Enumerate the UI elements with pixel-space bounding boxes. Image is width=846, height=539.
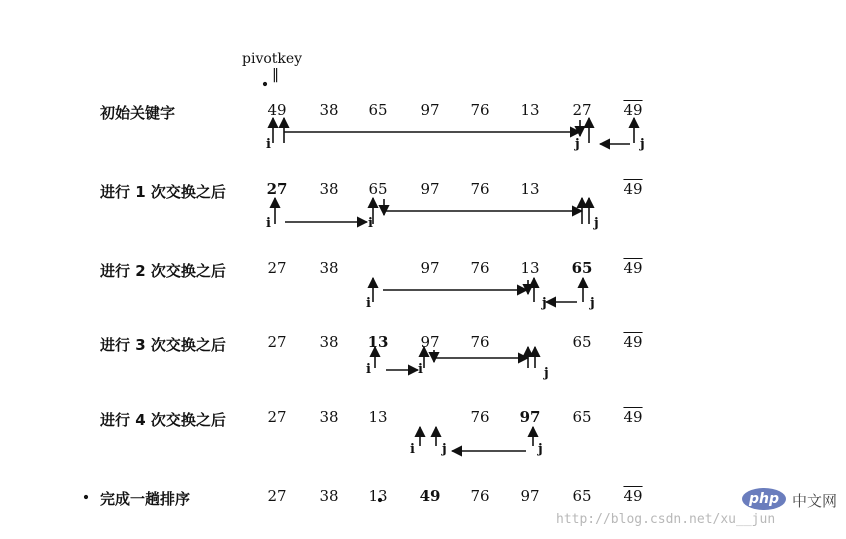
pointer-i: i <box>368 216 373 231</box>
key-value: 27 <box>266 180 288 198</box>
pointer-i: i <box>418 362 423 377</box>
key-value: 76 <box>470 180 490 198</box>
key-value: 65 <box>368 101 388 119</box>
pointer-j: j <box>542 296 547 311</box>
pointer-j: j <box>590 296 595 311</box>
key-value: 27 <box>572 101 592 119</box>
key-value: 76 <box>470 101 490 119</box>
key-value: 27 <box>267 487 287 505</box>
row-label: 完成一趟排序 <box>100 490 191 508</box>
key-value: 49 <box>623 487 643 505</box>
watermark-url: http://blog.csdn.net/xu__jun <box>556 512 776 527</box>
pointer-j: j <box>442 442 447 457</box>
key-value: 97 <box>520 487 540 505</box>
php-logo-badge: php <box>742 488 786 510</box>
key-value: 38 <box>319 101 339 119</box>
key-value: 13 <box>520 259 540 277</box>
key-value: 76 <box>470 259 490 277</box>
pointer-j: j <box>538 442 543 457</box>
key-value: 97 <box>420 180 440 198</box>
pointer-j: j <box>575 137 580 152</box>
key-value: 49 <box>623 333 643 351</box>
key-value: 65 <box>572 487 592 505</box>
key-value: 27 <box>267 408 287 426</box>
key-value: 76 <box>470 408 490 426</box>
key-value: 49 <box>267 101 287 119</box>
row-label: 进行 2 次交换之后 <box>100 262 226 280</box>
key-value: 13 <box>368 487 388 505</box>
key-value: 49 <box>623 408 643 426</box>
key-value: 97 <box>420 259 440 277</box>
scan-speck <box>85 496 88 499</box>
key-value: 76 <box>470 487 490 505</box>
key-value: 38 <box>319 333 339 351</box>
pointer-i: i <box>410 442 415 457</box>
key-value: 97 <box>519 408 541 426</box>
key-value: 49 <box>623 259 643 277</box>
pointer-arrows <box>85 83 634 502</box>
key-value: 38 <box>319 487 339 505</box>
key-value: 65 <box>571 259 593 277</box>
pointer-i: i <box>266 137 271 152</box>
row-label: 进行 1 次交换之后 <box>100 183 226 201</box>
key-value: 13 <box>367 333 389 351</box>
key-value: 65 <box>368 180 388 198</box>
key-value: 49 <box>419 487 441 505</box>
row-label: 进行 3 次交换之后 <box>100 336 226 354</box>
key-value: 49 <box>623 180 643 198</box>
key-value: 76 <box>470 333 490 351</box>
pointer-j: j <box>544 366 549 381</box>
key-value: 65 <box>572 333 592 351</box>
pointer-i: i <box>366 362 371 377</box>
key-value: 13 <box>368 408 388 426</box>
key-value: 97 <box>420 333 440 351</box>
php-site-text: 中文网 <box>792 492 838 510</box>
key-value: 27 <box>267 259 287 277</box>
pointer-j: j <box>640 137 645 152</box>
key-value: 38 <box>319 180 339 198</box>
key-value: 13 <box>520 101 540 119</box>
row-label: 初始关键字 <box>100 104 176 122</box>
key-value: 65 <box>572 408 592 426</box>
key-value: 38 <box>319 259 339 277</box>
php-logo <box>742 486 842 514</box>
pivot-mark: ‖ <box>272 67 279 83</box>
key-value: 27 <box>267 333 287 351</box>
key-value: 38 <box>319 408 339 426</box>
scan-speck <box>264 83 267 86</box>
key-value: 49 <box>623 101 643 119</box>
row-label: 进行 4 次交换之后 <box>100 411 226 429</box>
pointer-i: i <box>366 296 371 311</box>
pointer-j: j <box>594 216 599 231</box>
pivot-label: pivotkey <box>242 51 303 67</box>
key-value: 97 <box>420 101 440 119</box>
pointer-i: i <box>266 216 271 231</box>
key-value: 13 <box>520 180 540 198</box>
